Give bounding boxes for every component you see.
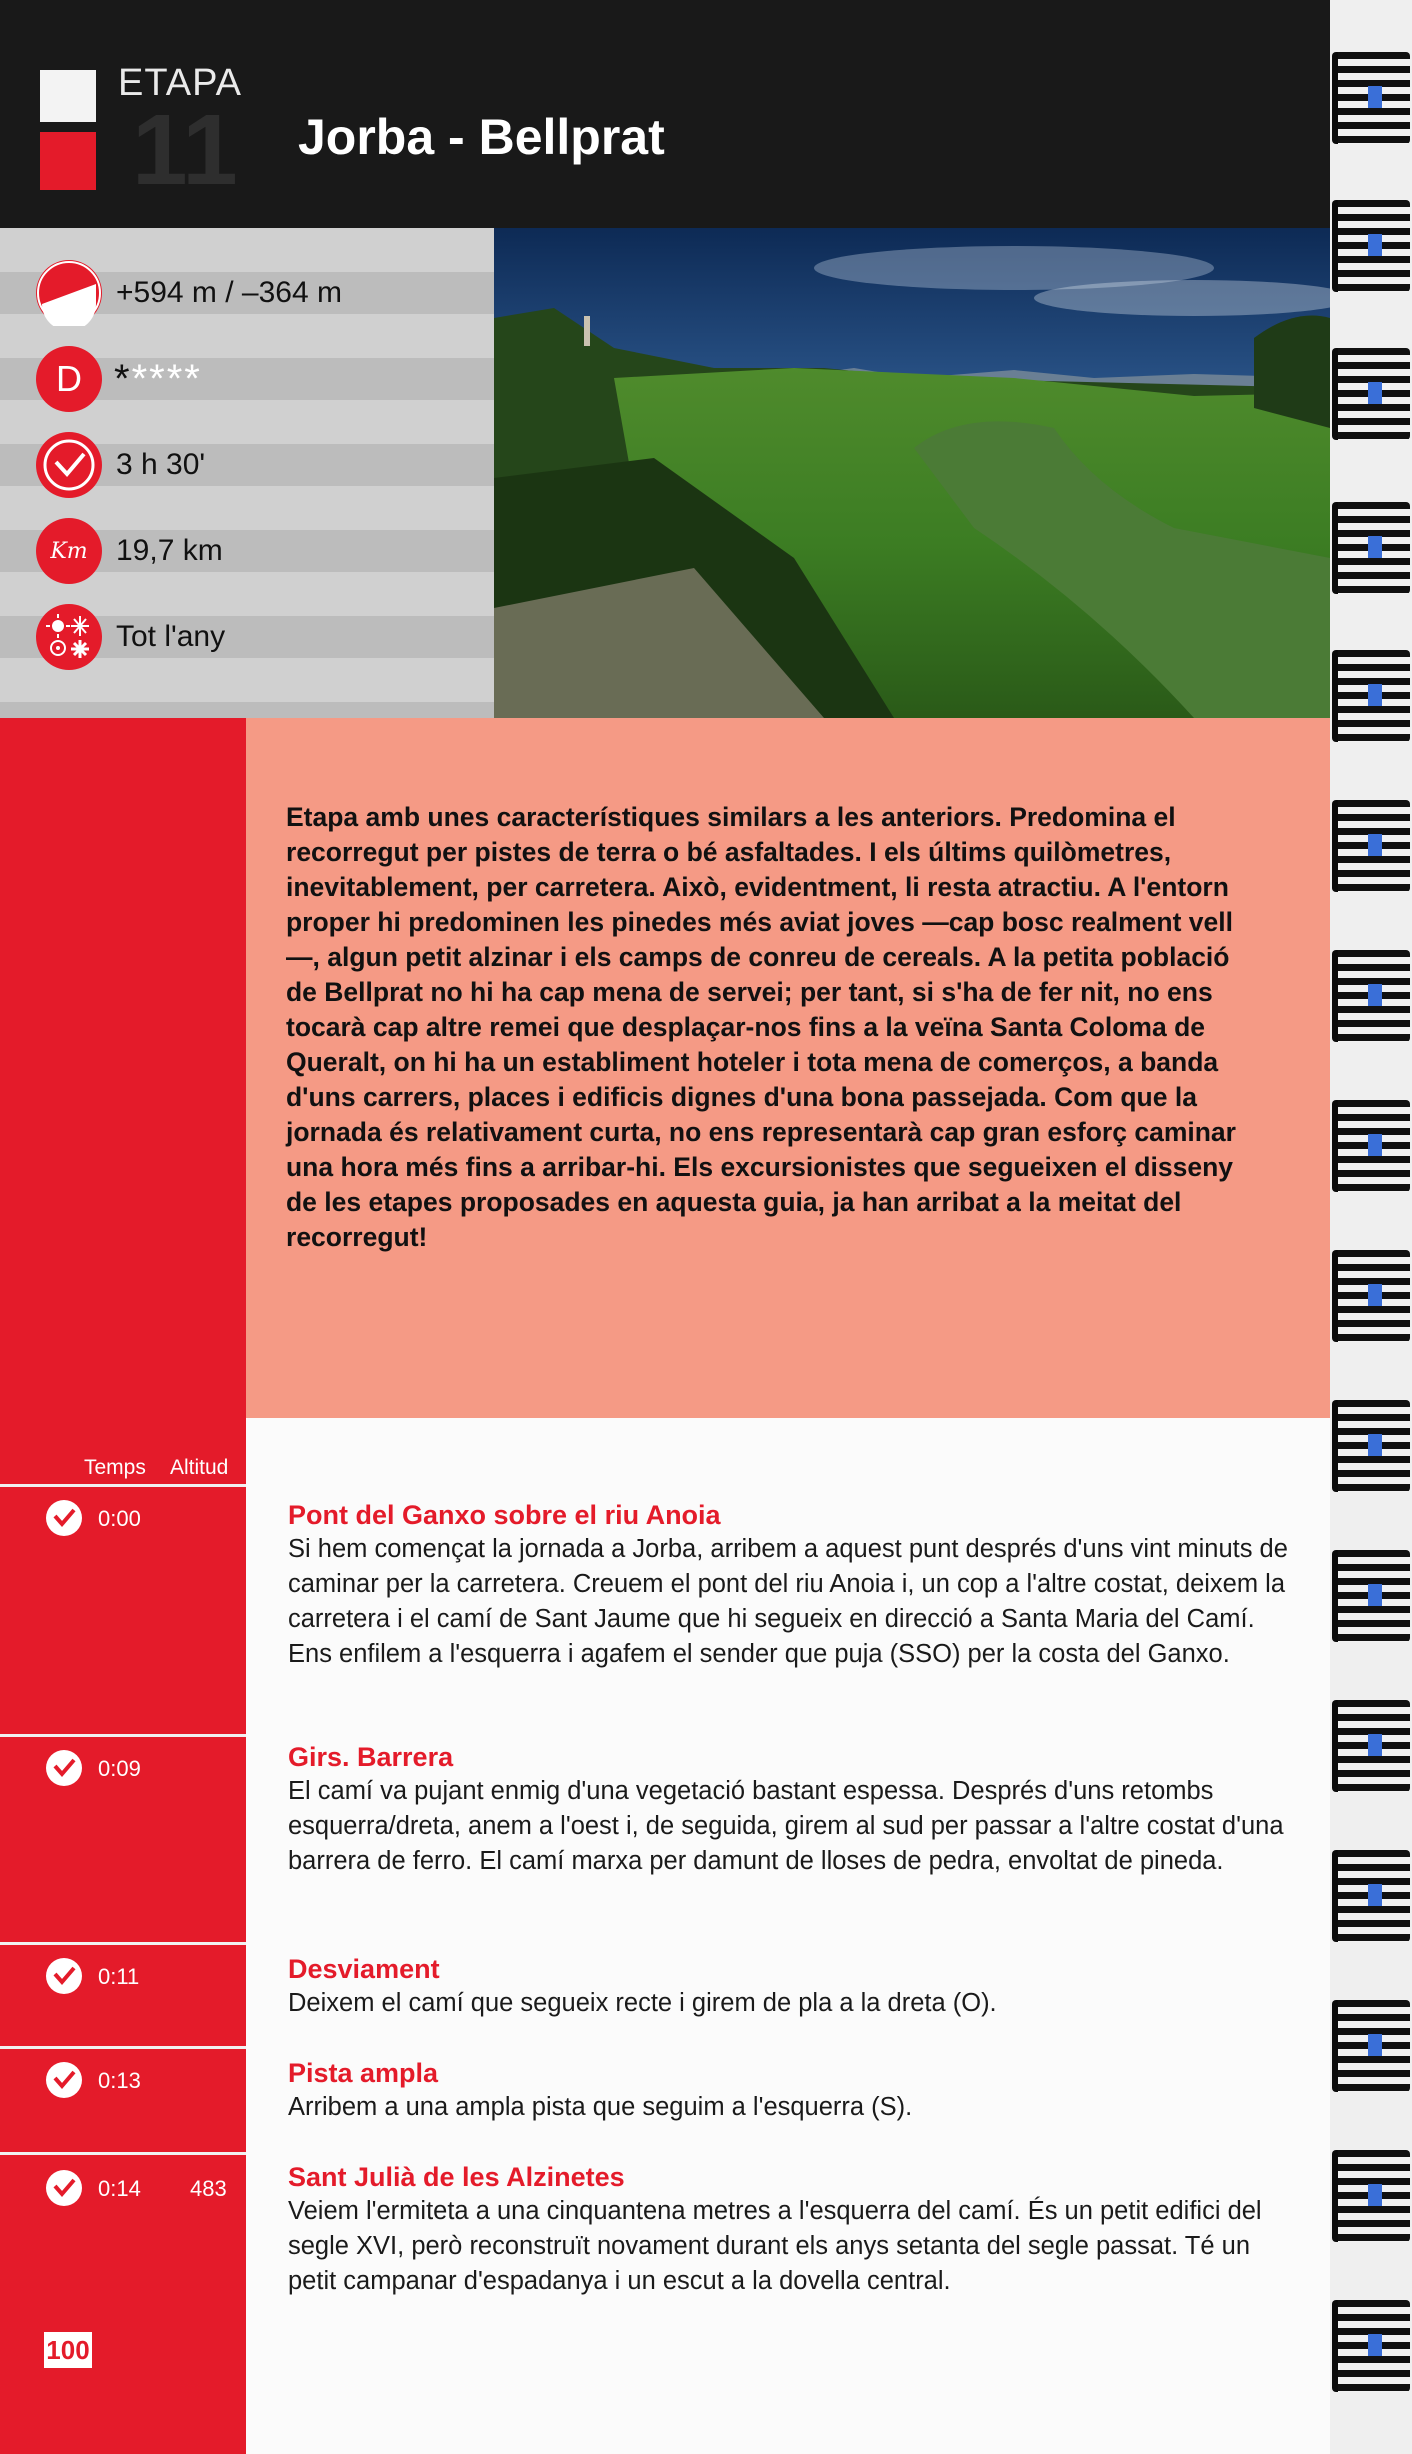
- entry-text: Veiem l'ermiteta a una cinquantena metres a l'esquerra del camí. És un petit edifici del segle XVI, però reconstruït novament durant els anys setanta del segle passat. Té un petit campanar d'espadanya i un escut a la dovella central.: [288, 2197, 1262, 2295]
- distance-icon: Km: [36, 518, 102, 584]
- stage-title: Jorba - Bellprat: [298, 109, 665, 165]
- timeline-divider: [0, 1942, 246, 1945]
- binding-coil: [1332, 650, 1410, 742]
- intro-text: Etapa amb unes característiques similars a les anteriors. Predomina el recorregut per pistes de terra o bé asfaltades. I els últims quilòmetres, inevitablement, per carretera. Això, evidentment, li resta atractiu. A l'entorn proper hi predominen les pinedes més aviat joves —cap bosc realment vell—, algun petit alzinar i els camps de conreu de cereals. A la petita població de Bellprat no hi ha cap mena de servei; per tant, si s'ha de fer nit, no ens tocarà cap altre remei que desplaçar-nos fins a la veïna Santa Coloma de Queralt, on hi ha un establiment hoteler i tota mena de comerços, a banda d'uns carrers, places i edificis dignes d'una bona passejada. Com que la jornada és relativament curta, no ens representarà cap gran esforç caminar una hora més fins a arribar-hi. Els excursionistes que segueixen el disseny de les etapes proposades en aquesta guia, ja han arribat a la meitat del recorregut!: [286, 802, 1236, 1252]
- timeline-time: 0:13: [98, 2068, 141, 2093]
- spiral-binding: [1330, 0, 1412, 2454]
- timeline-divider: [0, 1734, 246, 1737]
- stat-season: [36, 602, 225, 672]
- elevation-icon: [36, 260, 102, 326]
- binding-coil: [1332, 800, 1410, 892]
- binding-coil: [1332, 2150, 1410, 2242]
- season-icon: [36, 604, 102, 670]
- binding-coil: [1332, 1100, 1410, 1192]
- header-square-red: [40, 132, 96, 190]
- entry-title: Pont del Ganxo sobre el riu Anoia: [288, 1500, 721, 1530]
- route-entry: [288, 1498, 1288, 1672]
- timeline-time: 0:09: [98, 1756, 141, 1781]
- stat-distance: [36, 516, 223, 586]
- stat-time: [36, 430, 205, 500]
- distance-value: 19,7 km: [116, 534, 223, 567]
- clock-icon: [44, 1956, 84, 1996]
- timeline-altitude: 483: [190, 2176, 227, 2201]
- col-head-time: Temps: [84, 1456, 146, 1479]
- timeline-divider: [0, 2046, 246, 2049]
- timeline-divider: [0, 1484, 246, 1487]
- entry-text: Deixem el camí que segueix recte i girem de pla a la dreta (O).: [288, 1989, 997, 2017]
- difficulty-icon: D: [36, 346, 102, 412]
- entry-title: Desviament: [288, 1954, 440, 1984]
- binding-coil: [1332, 1700, 1410, 1792]
- entry-text: Arribem a una ampla pista que seguim a l'esquerra (S).: [288, 2093, 913, 2121]
- timeline-divider: [0, 2152, 246, 2155]
- route-entry: [288, 2056, 1288, 2125]
- timeline-time: 0:14: [98, 2176, 141, 2201]
- stat-difficulty: [36, 344, 202, 414]
- season-value: Tot l'any: [116, 620, 226, 653]
- route-section: [246, 1418, 1330, 2454]
- entry-title: Sant Julià de les Alzinetes: [288, 2162, 625, 2192]
- entry-title: Pista ampla: [288, 2058, 439, 2088]
- entry-text: Si hem començat la jornada a Jorba, arribem a aquest punt després d'uns vint minuts de caminar per la carretera. Creuem el pont del riu Anoia i, un cop a l'altre costat, deixem la carretera i el camí de Sant Jaume que hi segueix en direcció a Santa Maria del Camí. Ens enfilem a l'esquerra i agafem el sender que puja (SSO) per la costa del Ganxo.: [288, 1535, 1288, 1668]
- stats-panel: [0, 228, 494, 718]
- binding-coil: [1332, 348, 1410, 440]
- route-entry: [288, 1740, 1288, 1879]
- clock-icon: [44, 1748, 84, 1788]
- route-entry: [288, 1952, 1288, 2021]
- timeline-time: 0:00: [98, 1506, 141, 1531]
- clock-icon: [44, 1498, 84, 1538]
- difficulty-stars: *****: [114, 356, 202, 401]
- binding-coil: [1332, 950, 1410, 1042]
- binding-coil: [1332, 502, 1410, 594]
- page-number: 100: [44, 2332, 92, 2368]
- binding-coil: [1332, 1250, 1410, 1342]
- route-entry: [288, 2160, 1288, 2299]
- binding-coil: [1332, 52, 1410, 144]
- binding-coil: [1332, 1400, 1410, 1492]
- binding-coil: [1332, 200, 1410, 292]
- binding-coil: [1332, 1550, 1410, 1642]
- stage-header: [0, 0, 1330, 228]
- timeline-time: 0:11: [98, 1964, 140, 1989]
- landscape-photo: [494, 228, 1330, 718]
- binding-coil: [1332, 2300, 1410, 2392]
- time-value: 3 h 30': [116, 448, 206, 481]
- stage-number: 11: [132, 94, 238, 206]
- header-square-white: [40, 70, 96, 122]
- stat-elevation: [36, 258, 342, 328]
- entry-text: El camí va pujant enmig d'una vegetació bastant espessa. Després d'uns retombs esquerra/dreta, anem a l'oest i, de seguida, girem al sud per passar a l'altre costat d'una barrera de ferro. El camí marxa per damunt de lloses de pedra, envoltat de pineda.: [288, 1777, 1284, 1875]
- binding-coil: [1332, 2000, 1410, 2092]
- intro-section: [246, 718, 1330, 1418]
- entry-title: Girs. Barrera: [288, 1742, 454, 1772]
- clock-icon: [44, 2168, 84, 2208]
- col-head-altitude: Altitud: [170, 1456, 229, 1479]
- clock-icon: [36, 432, 102, 498]
- elevation-value: +594 m / –364 m: [116, 276, 342, 309]
- clock-icon: [44, 2060, 84, 2100]
- binding-coil: [1332, 1850, 1410, 1942]
- etapa-label: ETAPA: [118, 62, 242, 104]
